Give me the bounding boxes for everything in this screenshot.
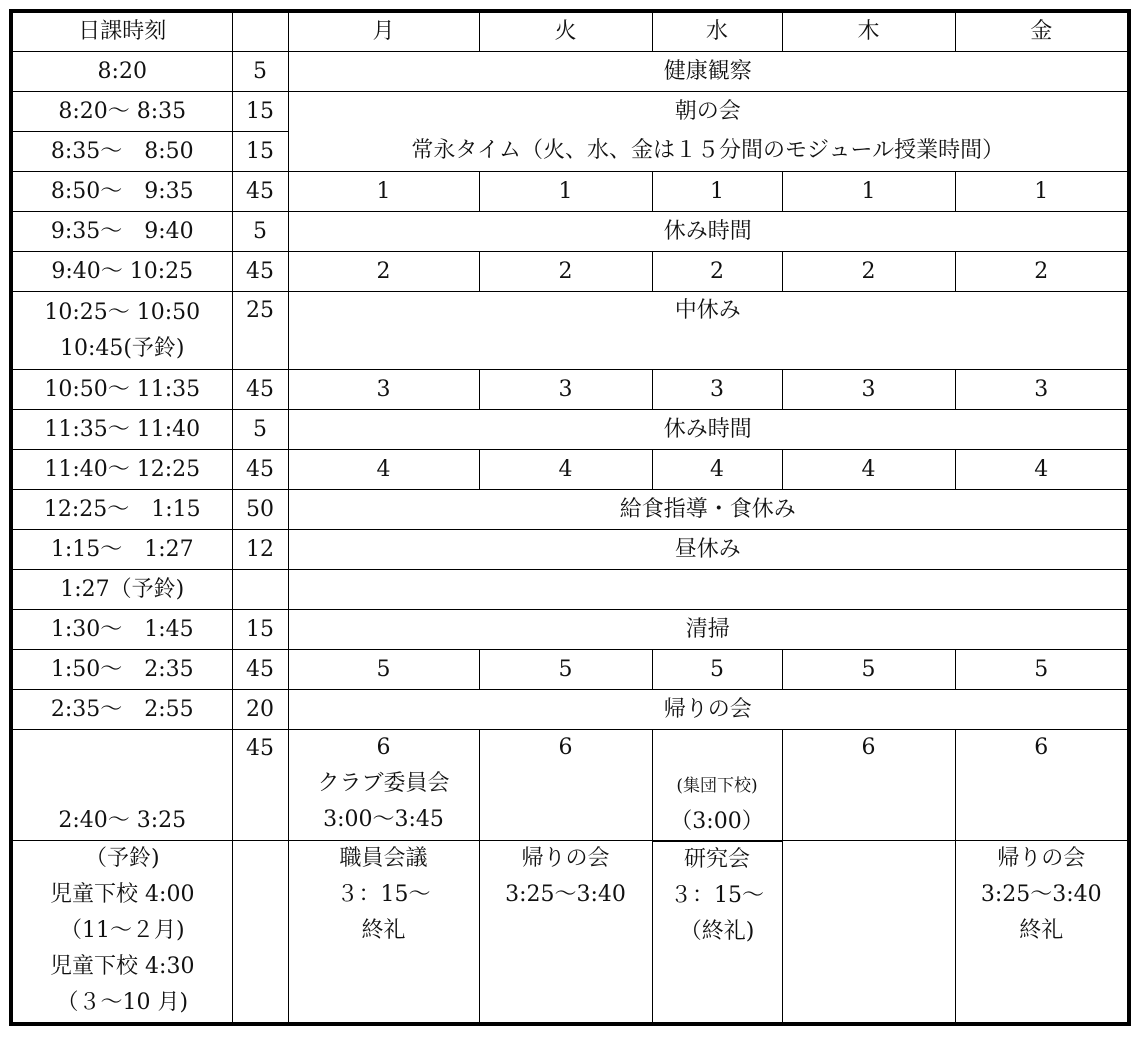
club-committee-time: 3:00〜3:45	[323, 807, 444, 832]
after-school-cell-mon	[288, 841, 479, 1024]
activity-cell: 昼休み	[288, 530, 1129, 570]
time-cell: 8:20	[11, 52, 232, 92]
time-cell: 1:30〜 1:45	[11, 610, 232, 650]
schedule-row	[11, 570, 1129, 610]
period-cell-mon: 3	[288, 370, 479, 410]
dismissal-months-line: （11〜２月)	[59, 918, 185, 943]
period-cell-thu: 5	[782, 650, 955, 690]
closing-label: 終礼	[1019, 918, 1064, 943]
day-header-fri: 金	[955, 11, 1129, 52]
period-cell-thu: 6	[782, 730, 955, 841]
day-header-thu: 木	[782, 11, 955, 52]
activity-cell: 休み時間	[288, 212, 1129, 252]
time-cell: 11:40〜 12:25	[11, 450, 232, 490]
minutes-cell	[232, 841, 288, 1024]
time-cell: 8:20〜 8:35	[11, 92, 232, 132]
bell-line: （予鈴)	[84, 846, 160, 871]
schedule-row	[11, 410, 1129, 450]
time-cell: 12:25〜 1:15	[11, 490, 232, 530]
period-cell-wed: 4	[652, 450, 782, 490]
homeroom-time: 3:25〜3:40	[980, 882, 1102, 907]
period-cell-fri: 6	[955, 730, 1129, 841]
daily-schedule-table	[9, 9, 1131, 1026]
after-school-cell-thu	[782, 841, 955, 1024]
period-cell-mon	[288, 730, 479, 841]
schedule-row	[11, 212, 1129, 252]
dismissal-months-line: （３〜10 月)	[56, 990, 189, 1015]
period-cell-tue: 5	[479, 650, 652, 690]
period-cell-mon: 4	[288, 450, 479, 490]
time-cell: 2:35〜 2:55	[11, 690, 232, 730]
after-school-cell-fri	[955, 841, 1129, 1024]
minutes-cell: 45	[232, 252, 288, 292]
minutes-cell: 45	[232, 730, 288, 841]
schedule-row	[11, 610, 1129, 650]
schedule-row	[11, 172, 1129, 212]
time-cell: 2:40〜 3:25	[11, 730, 232, 841]
minutes-cell: 15	[232, 610, 288, 650]
time-cell: 8:35〜 8:50	[11, 132, 232, 172]
minutes-cell: 5	[232, 52, 288, 92]
period-cell-wed: 3	[652, 370, 782, 410]
schedule-row	[11, 132, 1129, 172]
schedule-row	[11, 252, 1129, 292]
research-meeting-time: ３：15〜	[670, 882, 764, 908]
homeroom-label: 帰りの会	[997, 846, 1086, 871]
staff-meeting-time: ３：15〜	[336, 882, 431, 907]
schedule-row	[11, 92, 1129, 132]
activity-cell: 朝の会	[288, 92, 1129, 132]
activity-cell: 中休み	[288, 292, 1129, 370]
period-cell-tue: 4	[479, 450, 652, 490]
period-cell-tue: 3	[479, 370, 652, 410]
schedule-row	[11, 730, 1129, 841]
closing-label: 終礼	[361, 918, 406, 943]
day-header-tue: 火	[479, 11, 652, 52]
period-cell-wed: 1	[652, 172, 782, 212]
period-cell-mon: 2	[288, 252, 479, 292]
activity-cell: 帰りの会	[288, 690, 1129, 730]
period-cell-tue: 1	[479, 172, 652, 212]
period-cell-wed	[652, 730, 782, 841]
time-column-header: 日課時刻	[11, 11, 232, 52]
period-cell-mon: 5	[288, 650, 479, 690]
after-school-cell-tue	[479, 841, 652, 1024]
time-cell: 1:50〜 2:35	[11, 650, 232, 690]
homeroom-label: 帰りの会	[521, 846, 610, 871]
minutes-column-header	[232, 11, 288, 52]
club-committee-label: クラブ委員会	[317, 771, 450, 796]
period-cell-mon: 1	[288, 172, 479, 212]
period-cell-fri: 4	[955, 450, 1129, 490]
research-meeting-label: 研究会	[683, 846, 750, 872]
minutes-cell: 5	[232, 410, 288, 450]
period-cell-fri: 1	[955, 172, 1129, 212]
period-cell-thu: 4	[782, 450, 955, 490]
time-cell: 8:50〜 9:35	[11, 172, 232, 212]
time-cell: 1:27（予鈴)	[11, 570, 232, 610]
time-cell	[11, 841, 232, 1024]
minutes-cell: 45	[232, 172, 288, 212]
day-header-wed: 水	[652, 11, 782, 52]
group-dismissal-time: （3:00）	[670, 808, 764, 834]
minutes-cell: 20	[232, 690, 288, 730]
schedule-row	[11, 690, 1129, 730]
after-school-cell-wed	[652, 841, 782, 1024]
time-cell	[11, 292, 232, 370]
activity-cell: 健康観察	[288, 52, 1129, 92]
header-row	[11, 11, 1129, 52]
period-cell-wed: 2	[652, 252, 782, 292]
period-cell-fri: 2	[955, 252, 1129, 292]
schedule-row	[11, 292, 1129, 370]
period-cell-wed: 5	[652, 650, 782, 690]
period-cell-fri: 5	[955, 650, 1129, 690]
schedule-row	[11, 370, 1129, 410]
activity-cell: 清掃	[288, 610, 1129, 650]
schedule-row	[11, 530, 1129, 570]
period-cell-thu: 3	[782, 370, 955, 410]
schedule-row	[11, 450, 1129, 490]
staff-meeting-label: 職員会議	[339, 846, 428, 871]
minutes-cell	[232, 570, 288, 610]
period-cell-thu: 1	[782, 172, 955, 212]
schedule-row	[11, 490, 1129, 530]
activity-cell: 休み時間	[288, 410, 1129, 450]
time-cell: 10:50〜 11:35	[11, 370, 232, 410]
time-cell: 1:15〜 1:27	[11, 530, 232, 570]
time-cell: 11:35〜 11:40	[11, 410, 232, 450]
activity-cell: 給食指導・食休み	[288, 490, 1129, 530]
dismissal-line: 児童下校 4:00	[50, 882, 195, 907]
minutes-cell: 5	[232, 212, 288, 252]
homeroom-time: 3:25〜3:40	[505, 882, 626, 907]
minutes-cell: 15	[232, 92, 288, 132]
minutes-cell: 45	[232, 450, 288, 490]
minutes-cell: 15	[232, 132, 288, 172]
activity-cell	[288, 570, 1129, 610]
schedule-row	[11, 52, 1129, 92]
period-cell-tue: 2	[479, 252, 652, 292]
bell-line: 10:45(予鈴)	[59, 335, 185, 361]
schedule-row	[11, 841, 1129, 1024]
dismissal-line: 児童下校 4:30	[50, 954, 195, 979]
closing-label: （終礼)	[679, 918, 755, 944]
time-cell: 9:40〜 10:25	[11, 252, 232, 292]
activity-cell: 常永タイム（火、水、金は１５分間のモジュール授業時間）	[288, 132, 1129, 172]
minutes-cell: 25	[232, 292, 288, 370]
minutes-cell: 45	[232, 370, 288, 410]
period-number: 6	[376, 735, 391, 760]
time-line: 10:25〜 10:50	[44, 299, 201, 325]
day-header-mon: 月	[288, 11, 479, 52]
minutes-cell: 50	[232, 490, 288, 530]
minutes-cell: 12	[232, 530, 288, 570]
group-dismissal-label: (集団下校)	[676, 775, 758, 796]
period-cell-thu: 2	[782, 252, 955, 292]
schedule-row	[11, 650, 1129, 690]
period-cell-fri: 3	[955, 370, 1129, 410]
period-cell-tue: 6	[479, 730, 652, 841]
minutes-cell: 45	[232, 650, 288, 690]
time-cell: 9:35〜 9:40	[11, 212, 232, 252]
